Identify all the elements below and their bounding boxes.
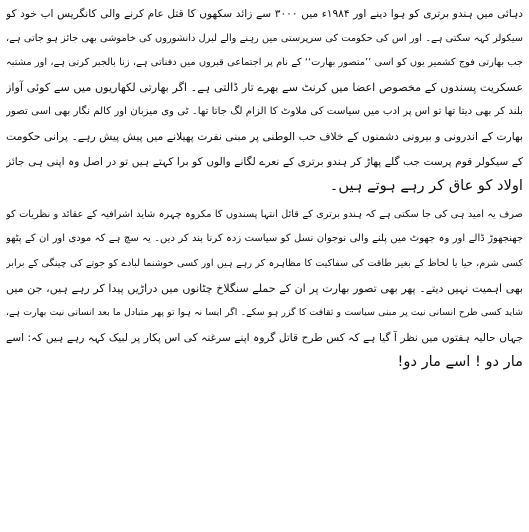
paragraph-1 — [6, 2, 523, 199]
text-line: عسکریت پسندوں کے مخصوص اعضا میں کرنٹ سے بھرے تار ڈالتی ہے۔ اگر بھارتی لکھاریوں میں سے کوئی آواز — [6, 80, 523, 94]
text-line: شاید کسی طرح انسانی نیت پر مبنی سیاست و ثقافت کا گزر ہو سکے۔ اگر ایسا نہ ہوا تو پھر متبادل ما بعد انسانی نیت بھارت ہے، — [6, 307, 523, 319]
text-line: بھی اہمیت نہیں دیتے۔ پھر بھی تصور بھارت پر ان کے حملے سنگلاخ چٹانوں میں دراڑیں پیدا کر رہے ہیں، جن میں — [6, 281, 523, 295]
text-line: اولاد کو عاق کر رہے ہوتے ہیں۔ — [329, 177, 523, 195]
text-line: جھنجھوڑ ڈالے اور وہ جھوٹ میں پلنے والی نوجوان نسل کو سیاست زدہ کرنا بند کر دیں۔ یہ سچ ہے کہ مودی اور ان کے پٹھو — [6, 233, 523, 245]
text-line: جہاں حالیہ ہفتوں میں نظر آ گیا ہے کہ کس طرح قاتل گروہ اپنے سرغنہ کی اس پکار پر لبیک کہہ رہے ہیں کہ: اسے — [6, 331, 523, 344]
text-line: مار دو ! اسے مار دو! — [397, 353, 523, 371]
text-line: بھارت کے اندرونی و بیرونی دشمنوں کے خلاف حب الوطنی پر مبنی نفرت پھیلانے میں پیش پیش رہے۔ پرانی حکومت — [6, 129, 523, 143]
text-line: کسی شرم، حیا یا لحاظ کے بغیر طاقت کی سفاکیت کا مظاہرہ کر رہے ہیں اور کسی خوشنما لبادے کو جوتے کی چینگی کے برابر — [6, 257, 523, 269]
text-line: دہائی میں ہندو برتری کو ہوا دینے اور ۱۹۸۴ء میں ۳۰۰۰ سے زائد سکھوں کا قتل عام کرنے والی کانگریس اب خود کو — [6, 8, 523, 20]
text-line: صرف یہ امید ہی کی جا سکتی ہے کہ ہندو برتری کے قائل انتہا پسندوں کا مکروہ چہرہ شاید اشرافیہ کے عقائد و نظریات کو — [6, 208, 523, 220]
text-line: سیکولر کہہ سکتی ہے۔ اور اس کی حکومت کی سرپرستی میں رہنے والے لبرل دانشوروں کی خاموشی بھی جائز ہو جاتی ہے، — [6, 32, 523, 44]
text-line: جب بھارتی فوج کشمیر یوں کو اسی ’’متصور بھارت‘‘ کے نام پر اجتماعی قبروں میں دفناتی ہے، زنا بالجبر کرتی ہے، اور مشتبہ — [6, 57, 523, 69]
paragraph-2 — [6, 203, 523, 375]
text-line: بلند کر بھی دیتا تھا تو اس پر ادب میں سیاست کی ملاوٹ کا الزام لگ جاتا تھا۔ ٹی وی میزبان اور کالم نگار بھی اسی تصور — [6, 106, 523, 118]
text-line: کے سیکولر قوم پرست جب گلے پھاڑ کر ہندو برتری کے نعرے لگانے والوں کو برا کہتے ہیں تو در اصل وہ اپنی ہی جائز — [6, 155, 523, 168]
